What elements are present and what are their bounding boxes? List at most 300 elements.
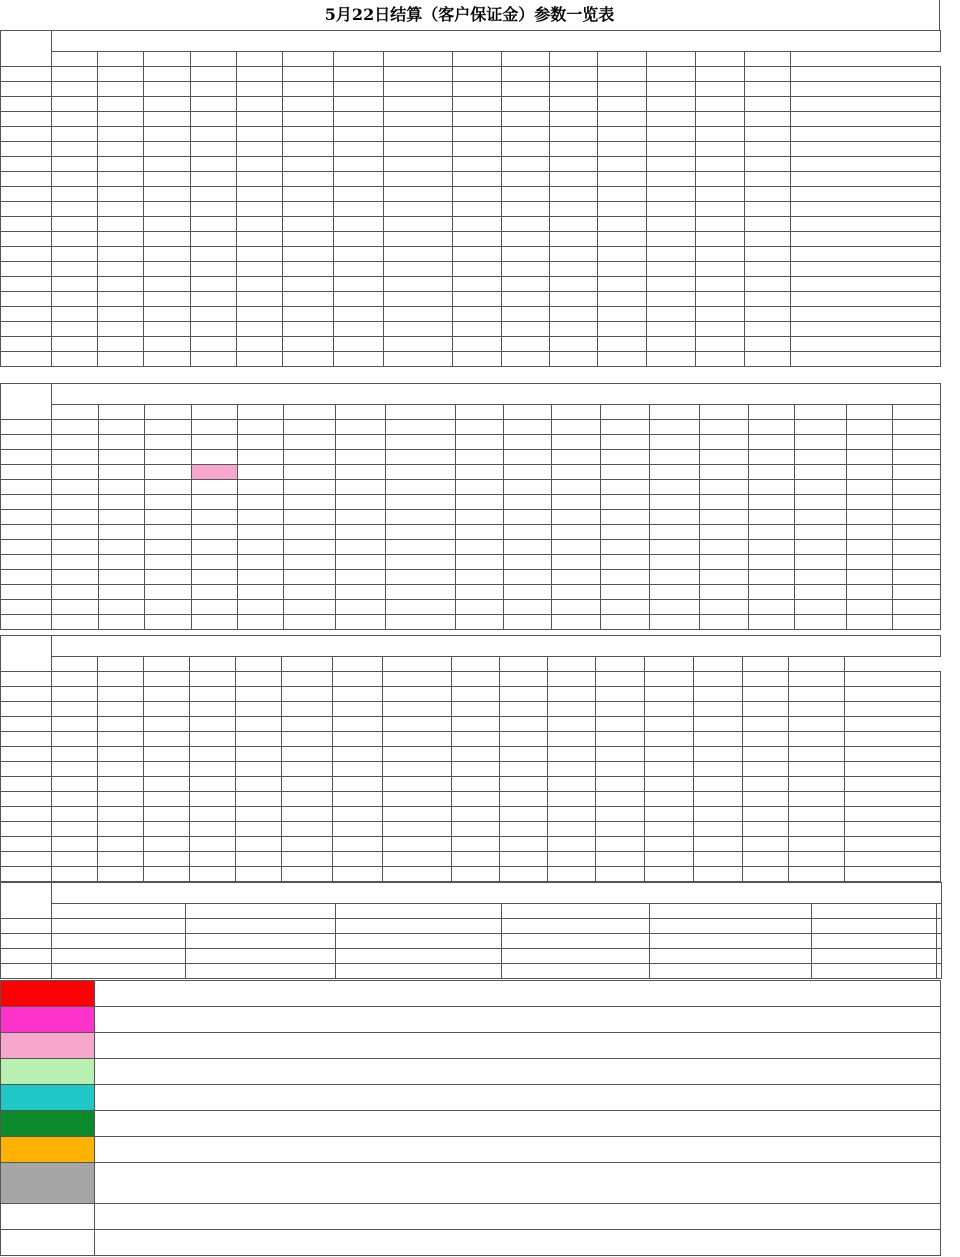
margin-rate-cell (455, 540, 503, 555)
margin-rate-cell (455, 465, 503, 480)
margin-rate-cell (236, 852, 282, 867)
margin-rate-cell (52, 495, 98, 510)
margin-rate-cell (699, 450, 748, 465)
margin-rate-cell (597, 277, 646, 292)
margin-rate-cell (789, 672, 845, 687)
czce-column-header (600, 405, 649, 420)
margin-rate-cell (144, 247, 190, 262)
dce-column-header (789, 657, 845, 672)
margin-rate-cell (282, 337, 333, 352)
margin-rate-cell (98, 807, 144, 822)
margin-rate-cell (504, 435, 552, 450)
margin-rate-cell (745, 307, 791, 322)
margin-rate-cell (144, 67, 190, 82)
margin-rate-cell (52, 964, 186, 979)
margin-rate-cell (789, 837, 845, 852)
margin-rate-cell (597, 202, 646, 217)
margin-rate-cell (646, 142, 695, 157)
shfe-column-header (98, 52, 144, 67)
margin-rate-cell (384, 277, 453, 292)
margin-rate-cell (789, 822, 845, 837)
delivery-period-cell (1, 97, 52, 112)
cffex-section-title (52, 883, 942, 904)
margin-rate-cell (98, 615, 144, 630)
margin-rate-cell (98, 157, 144, 172)
margin-rate-cell (334, 277, 384, 292)
margin-rate-cell (335, 435, 385, 450)
margin-rate-cell (596, 702, 645, 717)
margin-rate-cell (386, 480, 456, 495)
margin-rate-cell (597, 67, 646, 82)
margin-rate-cell (502, 919, 650, 934)
czce-table (0, 383, 941, 630)
margin-rate-cell (549, 97, 597, 112)
margin-rate-cell (98, 762, 144, 777)
margin-rate-cell (334, 127, 384, 142)
legend-swatch (1, 1137, 95, 1163)
margin-rate-cell (696, 247, 745, 262)
margin-rate-cell (596, 837, 645, 852)
margin-rate-cell (645, 732, 694, 747)
margin-rate-cell (282, 807, 333, 822)
margin-rate-cell (52, 762, 98, 777)
legend-row (1, 1007, 941, 1033)
margin-rate-cell (504, 480, 552, 495)
margin-rate-cell (452, 732, 500, 747)
margin-rate-cell (552, 450, 600, 465)
legend-swatch (1, 981, 95, 1007)
margin-rate-cell (501, 247, 549, 262)
margin-rate-cell (596, 762, 645, 777)
margin-rate-cell (453, 262, 501, 277)
margin-rate-cell (98, 217, 144, 232)
margin-rate-cell (694, 732, 743, 747)
margin-rate-cell (52, 510, 98, 525)
margin-rate-cell (646, 247, 695, 262)
margin-rate-cell (52, 949, 186, 964)
margin-rate-cell (52, 570, 98, 585)
margin-rate-cell (98, 277, 144, 292)
margin-rate-cell (190, 217, 236, 232)
dce-column-header (282, 657, 333, 672)
shfe-table-row (1, 232, 941, 247)
margin-rate-cell (696, 142, 745, 157)
margin-rate-cell (282, 322, 333, 337)
margin-rate-cell (846, 510, 892, 525)
czce-column-header (795, 405, 846, 420)
margin-rate-cell (694, 687, 743, 702)
margin-rate-cell (190, 792, 236, 807)
margin-rate-cell (548, 717, 596, 732)
empty-cell (845, 657, 941, 672)
margin-rate-cell (333, 732, 383, 747)
margin-rate-cell (650, 495, 699, 510)
czce-column-header (145, 405, 191, 420)
shfe-table-row (1, 172, 941, 187)
czce-table-row (1, 540, 941, 555)
margin-rate-cell (502, 949, 650, 964)
margin-rate-cell (549, 157, 597, 172)
margin-rate-cell (696, 127, 745, 142)
margin-rate-cell (549, 67, 597, 82)
czce-column-header (893, 405, 941, 420)
margin-rate-cell (52, 585, 98, 600)
margin-rate-cell (745, 262, 791, 277)
margin-rate-cell (696, 277, 745, 292)
margin-rate-cell (596, 792, 645, 807)
legend-row (1, 1204, 941, 1230)
margin-rate-cell (384, 322, 453, 337)
margin-rate-cell (237, 480, 283, 495)
margin-rate-cell (501, 67, 549, 82)
margin-rate-cell (453, 67, 501, 82)
margin-rate-cell (600, 420, 649, 435)
margin-rate-cell (98, 307, 144, 322)
margin-rate-cell (144, 277, 190, 292)
margin-rate-cell (335, 615, 385, 630)
margin-rate-cell (789, 807, 845, 822)
margin-rate-cell (453, 232, 501, 247)
margin-rate-cell (650, 465, 699, 480)
margin-rate-cell (282, 142, 333, 157)
margin-rate-cell (455, 495, 503, 510)
margin-rate-cell (52, 717, 98, 732)
margin-rate-cell (52, 525, 98, 540)
margin-rate-cell (52, 112, 98, 127)
legend-description (95, 1033, 941, 1059)
margin-rate-cell (145, 480, 191, 495)
margin-rate-cell (548, 732, 596, 747)
dce-table-row (1, 777, 941, 792)
delivery-period-cell (1, 142, 52, 157)
margin-rate-cell (646, 172, 695, 187)
margin-rate-cell (501, 262, 549, 277)
margin-rate-cell (190, 97, 236, 112)
delivery-period-cell (1, 949, 52, 964)
delivery-period-cell (1, 822, 52, 837)
delivery-period-cell (1, 615, 52, 630)
margin-rate-cell (98, 792, 144, 807)
margin-rate-cell (795, 480, 846, 495)
margin-rate-cell (236, 142, 282, 157)
margin-rate-cell (284, 615, 335, 630)
margin-rate-cell (699, 435, 748, 450)
shfe-table-row (1, 262, 941, 277)
dce-table-row (1, 762, 941, 777)
margin-rate-cell (237, 420, 283, 435)
margin-rate-cell (646, 292, 695, 307)
margin-rate-cell (453, 82, 501, 97)
czce-table-row (1, 525, 941, 540)
margin-rate-cell (645, 672, 694, 687)
legend-swatch (1, 1085, 95, 1111)
margin-rate-cell (749, 600, 795, 615)
margin-rate-cell (282, 172, 333, 187)
margin-rate-cell (743, 672, 789, 687)
margin-rate-cell (52, 852, 98, 867)
margin-rate-cell (237, 585, 283, 600)
delivery-period-cell (1, 352, 52, 367)
shfe-table-row (1, 292, 941, 307)
margin-rate-cell (191, 480, 237, 495)
margin-rate-cell (694, 777, 743, 792)
dce-table-row (1, 822, 941, 837)
margin-rate-cell (98, 867, 144, 882)
margin-rate-cell (52, 672, 98, 687)
margin-rate-cell (236, 67, 282, 82)
legend-description (95, 1137, 941, 1163)
delivery-period-cell (1, 792, 52, 807)
margin-rate-cell (749, 495, 795, 510)
delivery-period-cell (1, 687, 52, 702)
margin-rate-cell (98, 322, 144, 337)
shfe-column-header (646, 52, 695, 67)
margin-rate-cell (144, 202, 190, 217)
margin-rate-cell (502, 934, 650, 949)
delivery-period-cell (1, 127, 52, 142)
margin-rate-cell (645, 822, 694, 837)
dce-column-header (694, 657, 743, 672)
margin-rate-cell (98, 172, 144, 187)
margin-rate-cell (501, 172, 549, 187)
margin-rate-cell (334, 337, 384, 352)
margin-rate-cell (789, 852, 845, 867)
margin-rate-cell (453, 277, 501, 292)
margin-rate-cell (98, 480, 144, 495)
margin-rate-cell (237, 600, 283, 615)
margin-rate-cell (384, 97, 453, 112)
margin-rate-cell (501, 157, 549, 172)
margin-rate-cell (745, 187, 791, 202)
shfe-column-header (696, 52, 745, 67)
margin-rate-cell (52, 127, 98, 142)
margin-rate-cell (52, 262, 98, 277)
margin-rate-cell (893, 420, 941, 435)
margin-rate-cell (282, 307, 333, 322)
margin-rate-cell (145, 495, 191, 510)
shfe-table-row (1, 112, 941, 127)
margin-rate-cell (190, 82, 236, 97)
margin-rate-cell (893, 525, 941, 540)
margin-rate-cell (52, 600, 98, 615)
margin-rate-cell (333, 822, 383, 837)
margin-rate-cell (694, 717, 743, 732)
margin-rate-cell (745, 127, 791, 142)
margin-rate-cell (284, 435, 335, 450)
margin-rate-cell (597, 82, 646, 97)
czce-column-header (335, 405, 385, 420)
margin-rate-cell (548, 822, 596, 837)
empty-cell (791, 202, 941, 217)
empty-cell (845, 762, 941, 777)
margin-rate-cell (186, 934, 336, 949)
margin-rate-cell (549, 112, 597, 127)
margin-rate-cell (282, 202, 333, 217)
margin-rate-cell (190, 127, 236, 142)
margin-rate-cell (453, 97, 501, 112)
margin-rate-cell (52, 837, 98, 852)
margin-rate-cell (191, 525, 237, 540)
margin-rate-cell (282, 852, 333, 867)
margin-rate-cell (743, 792, 789, 807)
czce-column-header (749, 405, 795, 420)
margin-rate-cell (696, 217, 745, 232)
shfe-column-header (597, 52, 646, 67)
margin-rate-cell (795, 495, 846, 510)
margin-rate-cell (500, 792, 548, 807)
margin-rate-cell (646, 232, 695, 247)
margin-rate-cell (597, 352, 646, 367)
margin-rate-cell (282, 687, 333, 702)
delivery-period-header (1, 384, 52, 420)
margin-rate-cell (98, 142, 144, 157)
shfe-column-header (453, 52, 501, 67)
margin-rate-cell (646, 307, 695, 322)
margin-rate-cell (236, 97, 282, 112)
margin-rate-cell (501, 82, 549, 97)
margin-rate-cell (502, 964, 650, 979)
margin-rate-cell (600, 600, 649, 615)
margin-rate-cell (335, 465, 385, 480)
margin-rate-cell (98, 822, 144, 837)
czce-column-header (455, 405, 503, 420)
margin-rate-cell (144, 187, 190, 202)
margin-rate-cell (650, 510, 699, 525)
margin-rate-cell (645, 717, 694, 732)
margin-rate-cell (455, 570, 503, 585)
cffex-table-row (1, 949, 942, 964)
czce-column-header (699, 405, 748, 420)
margin-rate-cell (455, 420, 503, 435)
margin-rate-cell (453, 352, 501, 367)
delivery-period-cell (1, 867, 52, 882)
delivery-period-cell (1, 555, 52, 570)
margin-rate-cell (383, 867, 452, 882)
margin-rate-cell (650, 555, 699, 570)
margin-rate-cell (501, 277, 549, 292)
empty-cell (791, 97, 941, 112)
legend-table (0, 980, 941, 1256)
margin-rate-cell (52, 352, 98, 367)
margin-rate-cell (98, 112, 144, 127)
margin-rate-cell (282, 822, 333, 837)
empty-cell (791, 277, 941, 292)
delivery-period-header (1, 31, 52, 67)
margin-rate-cell (597, 127, 646, 142)
margin-rate-cell (144, 747, 190, 762)
dce-column-header (548, 657, 596, 672)
margin-rate-cell (52, 202, 98, 217)
margin-rate-cell (812, 964, 937, 979)
margin-rate-cell (282, 352, 333, 367)
margin-rate-cell (237, 450, 283, 465)
shfe-column-header (549, 52, 597, 67)
margin-rate-cell (650, 480, 699, 495)
legend-row (1, 1059, 941, 1085)
margin-rate-cell (646, 187, 695, 202)
margin-rate-cell (236, 292, 282, 307)
margin-rate-cell (597, 247, 646, 262)
margin-rate-cell (190, 672, 236, 687)
margin-rate-cell (383, 672, 452, 687)
margin-rate-cell (846, 435, 892, 450)
margin-rate-cell (237, 435, 283, 450)
margin-rate-cell (384, 307, 453, 322)
margin-rate-cell (452, 852, 500, 867)
margin-rate-cell (144, 837, 190, 852)
margin-rate-cell (937, 949, 942, 964)
margin-rate-cell (504, 465, 552, 480)
margin-rate-cell (749, 465, 795, 480)
margin-rate-cell (600, 570, 649, 585)
margin-rate-cell (504, 615, 552, 630)
margin-rate-cell (455, 525, 503, 540)
margin-rate-cell (694, 762, 743, 777)
margin-rate-cell (52, 187, 98, 202)
margin-rate-cell (144, 867, 190, 882)
margin-rate-cell (190, 202, 236, 217)
margin-rate-cell (190, 277, 236, 292)
margin-rate-cell (812, 949, 937, 964)
cffex-column-header (52, 904, 186, 919)
margin-rate-cell (52, 67, 98, 82)
empty-cell (845, 837, 941, 852)
margin-rate-cell (552, 480, 600, 495)
delivery-period-cell (1, 600, 52, 615)
margin-rate-cell (335, 525, 385, 540)
margin-rate-cell (236, 247, 282, 262)
margin-rate-cell (812, 919, 937, 934)
margin-rate-cell (749, 480, 795, 495)
margin-rate-cell (549, 277, 597, 292)
margin-rate-cell (749, 570, 795, 585)
margin-rate-cell (384, 112, 453, 127)
empty-cell (845, 732, 941, 747)
margin-rate-cell (282, 217, 333, 232)
margin-rate-cell (552, 435, 600, 450)
czce-column-header (504, 405, 552, 420)
margin-rate-cell (452, 762, 500, 777)
margin-rate-cell (333, 852, 383, 867)
legend-swatch (1, 1033, 95, 1059)
margin-rate-cell (236, 112, 282, 127)
margin-rate-cell (455, 600, 503, 615)
margin-rate-cell (237, 525, 283, 540)
delivery-period-cell (1, 202, 52, 217)
margin-rate-cell (144, 822, 190, 837)
margin-rate-cell (795, 570, 846, 585)
margin-rate-cell (795, 540, 846, 555)
margin-rate-cell (191, 555, 237, 570)
margin-rate-cell (549, 202, 597, 217)
margin-rate-cell (52, 919, 186, 934)
margin-rate-cell (98, 247, 144, 262)
legend-swatch (1, 1059, 95, 1085)
margin-rate-cell (191, 510, 237, 525)
margin-rate-cell (284, 570, 335, 585)
margin-rate-cell (500, 702, 548, 717)
margin-rate-cell (191, 420, 237, 435)
margin-rate-cell (694, 747, 743, 762)
margin-rate-cell (452, 747, 500, 762)
margin-rate-cell (453, 322, 501, 337)
empty-cell (845, 702, 941, 717)
margin-rate-cell (745, 112, 791, 127)
margin-rate-cell (284, 495, 335, 510)
margin-rate-cell (646, 262, 695, 277)
margin-rate-cell (336, 949, 502, 964)
shfe-column-header (144, 52, 190, 67)
